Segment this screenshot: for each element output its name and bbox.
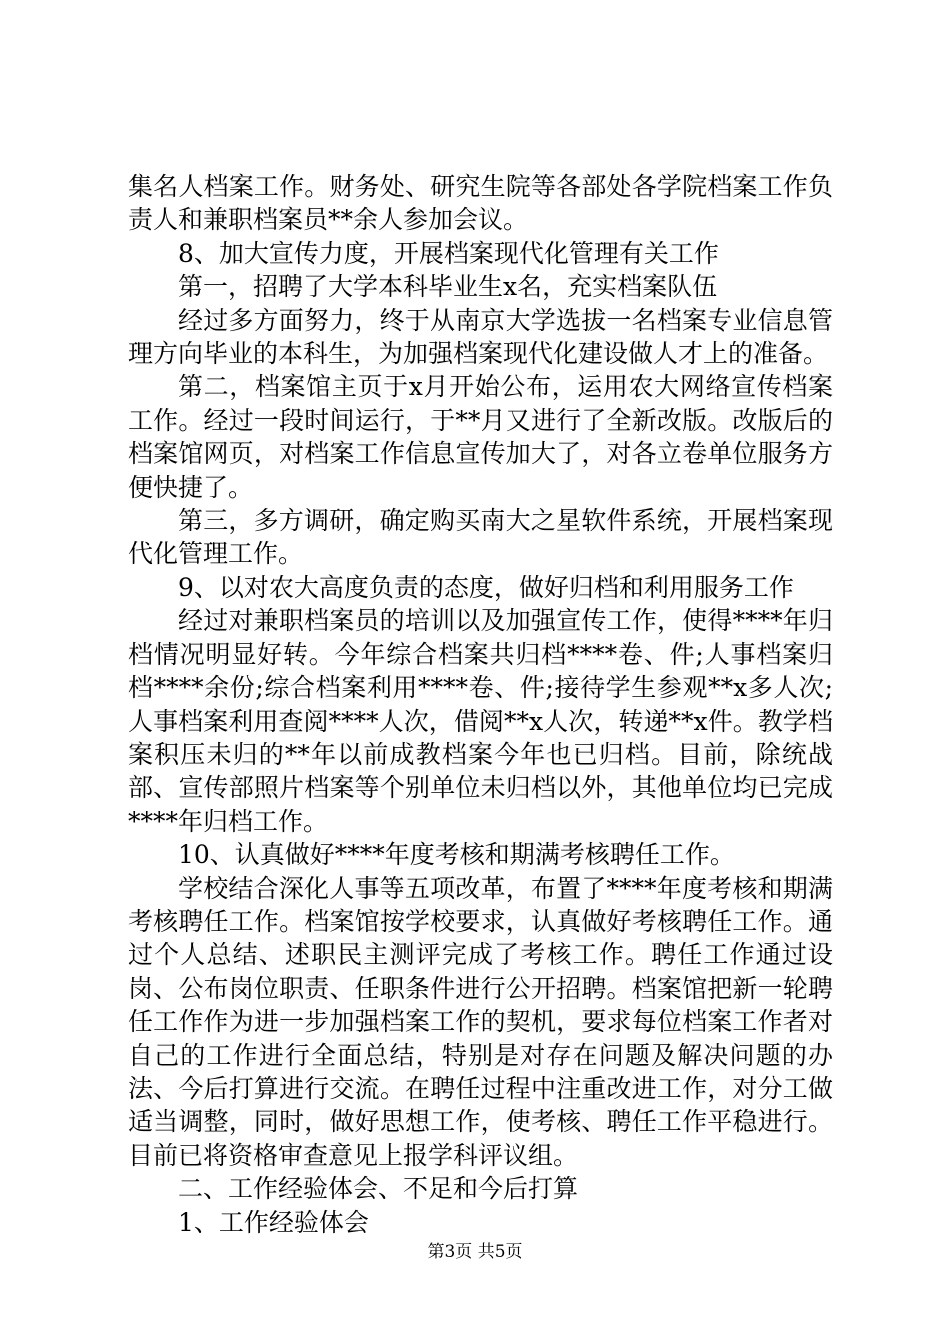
paragraph-7: 9、以对农大高度负责的态度，做好归档和利用服务工作 xyxy=(178,572,794,602)
paragraph-5: 第二，档案馆主页于x月开始公布，运用农大网络宣传档案工作。经过一段时间运行，于**月又进行了全新改版。改版后的档案馆网页，对档案工作信息宣传加大了，对各立卷单位服务方便快捷了。 xyxy=(128,372,833,502)
page-number-label: 第3页 共5页 xyxy=(427,1242,523,1262)
paragraph-4: 经过多方面努力，终于从南京大学选拔一名档案专业信息管理方向毕业的本科生，为加强档案现代化建设做人才上的准备。 xyxy=(128,305,833,369)
page-footer xyxy=(0,1241,950,1263)
paragraph-10: 学校结合深化人事等五项改革，布置了****年度考核和期满考核聘任工作。档案馆按学校要求，认真做好考核聘任工作。通过个人总结、述职民主测评完成了考核工作。聘任工作通过设岗、公布岗位职责、任职条件进行公开招聘。档案馆把新一轮聘任工作作为进一步加强档案工作的契机，要求每位档案工作者对自己的工作进行全面总结，特别是对存在问题及解决问题的办法、今后打算进行交流。在聘任过程中注重改进工作，对分工做适当调整，同时，做好思想工作，使考核、聘任工作平稳进行。目前已将资格审查意见上报学科评议组。 xyxy=(128,873,833,1170)
paragraph-11: 二、工作经验体会、不足和今后打算 xyxy=(178,1174,579,1204)
paragraph-2: 8、加大宣传力度，开展档案现代化管理有关工作 xyxy=(178,238,719,268)
paragraph-12: 1、工作经验体会 xyxy=(178,1207,369,1237)
paragraph-6: 第三，多方调研，确定购买南大之星软件系统，开展档案现代化管理工作。 xyxy=(128,506,833,569)
paragraph-1: 集名人档案工作。财务处、研究生院等各部处各学院档案工作负责人和兼职档案员**余人参加会议。 xyxy=(128,172,833,235)
paragraph-8: 经过对兼职档案员的培训以及加强宣传工作，使得****年归档情况明显好转。今年综合档案共归档****卷、件;人事档案归档****余份;综合档案利用****卷、件;接待学生参观**x多人次;人事档案利用查阅****人次，借阅**x人次，转递**x件。教学档案积压未归的**年以前成教档案今年也已归档。目前，除统战部、宣传部照片档案等个别单位未归档以外，其他单位均已完成****年归档工作。 xyxy=(128,606,833,836)
document-body xyxy=(128,170,833,1239)
paragraph-3: 第一，招聘了大学本科毕业生x名，充实档案队伍 xyxy=(178,272,718,302)
paragraph-9: 10、认真做好****年度考核和期满考核聘任工作。 xyxy=(178,840,735,870)
